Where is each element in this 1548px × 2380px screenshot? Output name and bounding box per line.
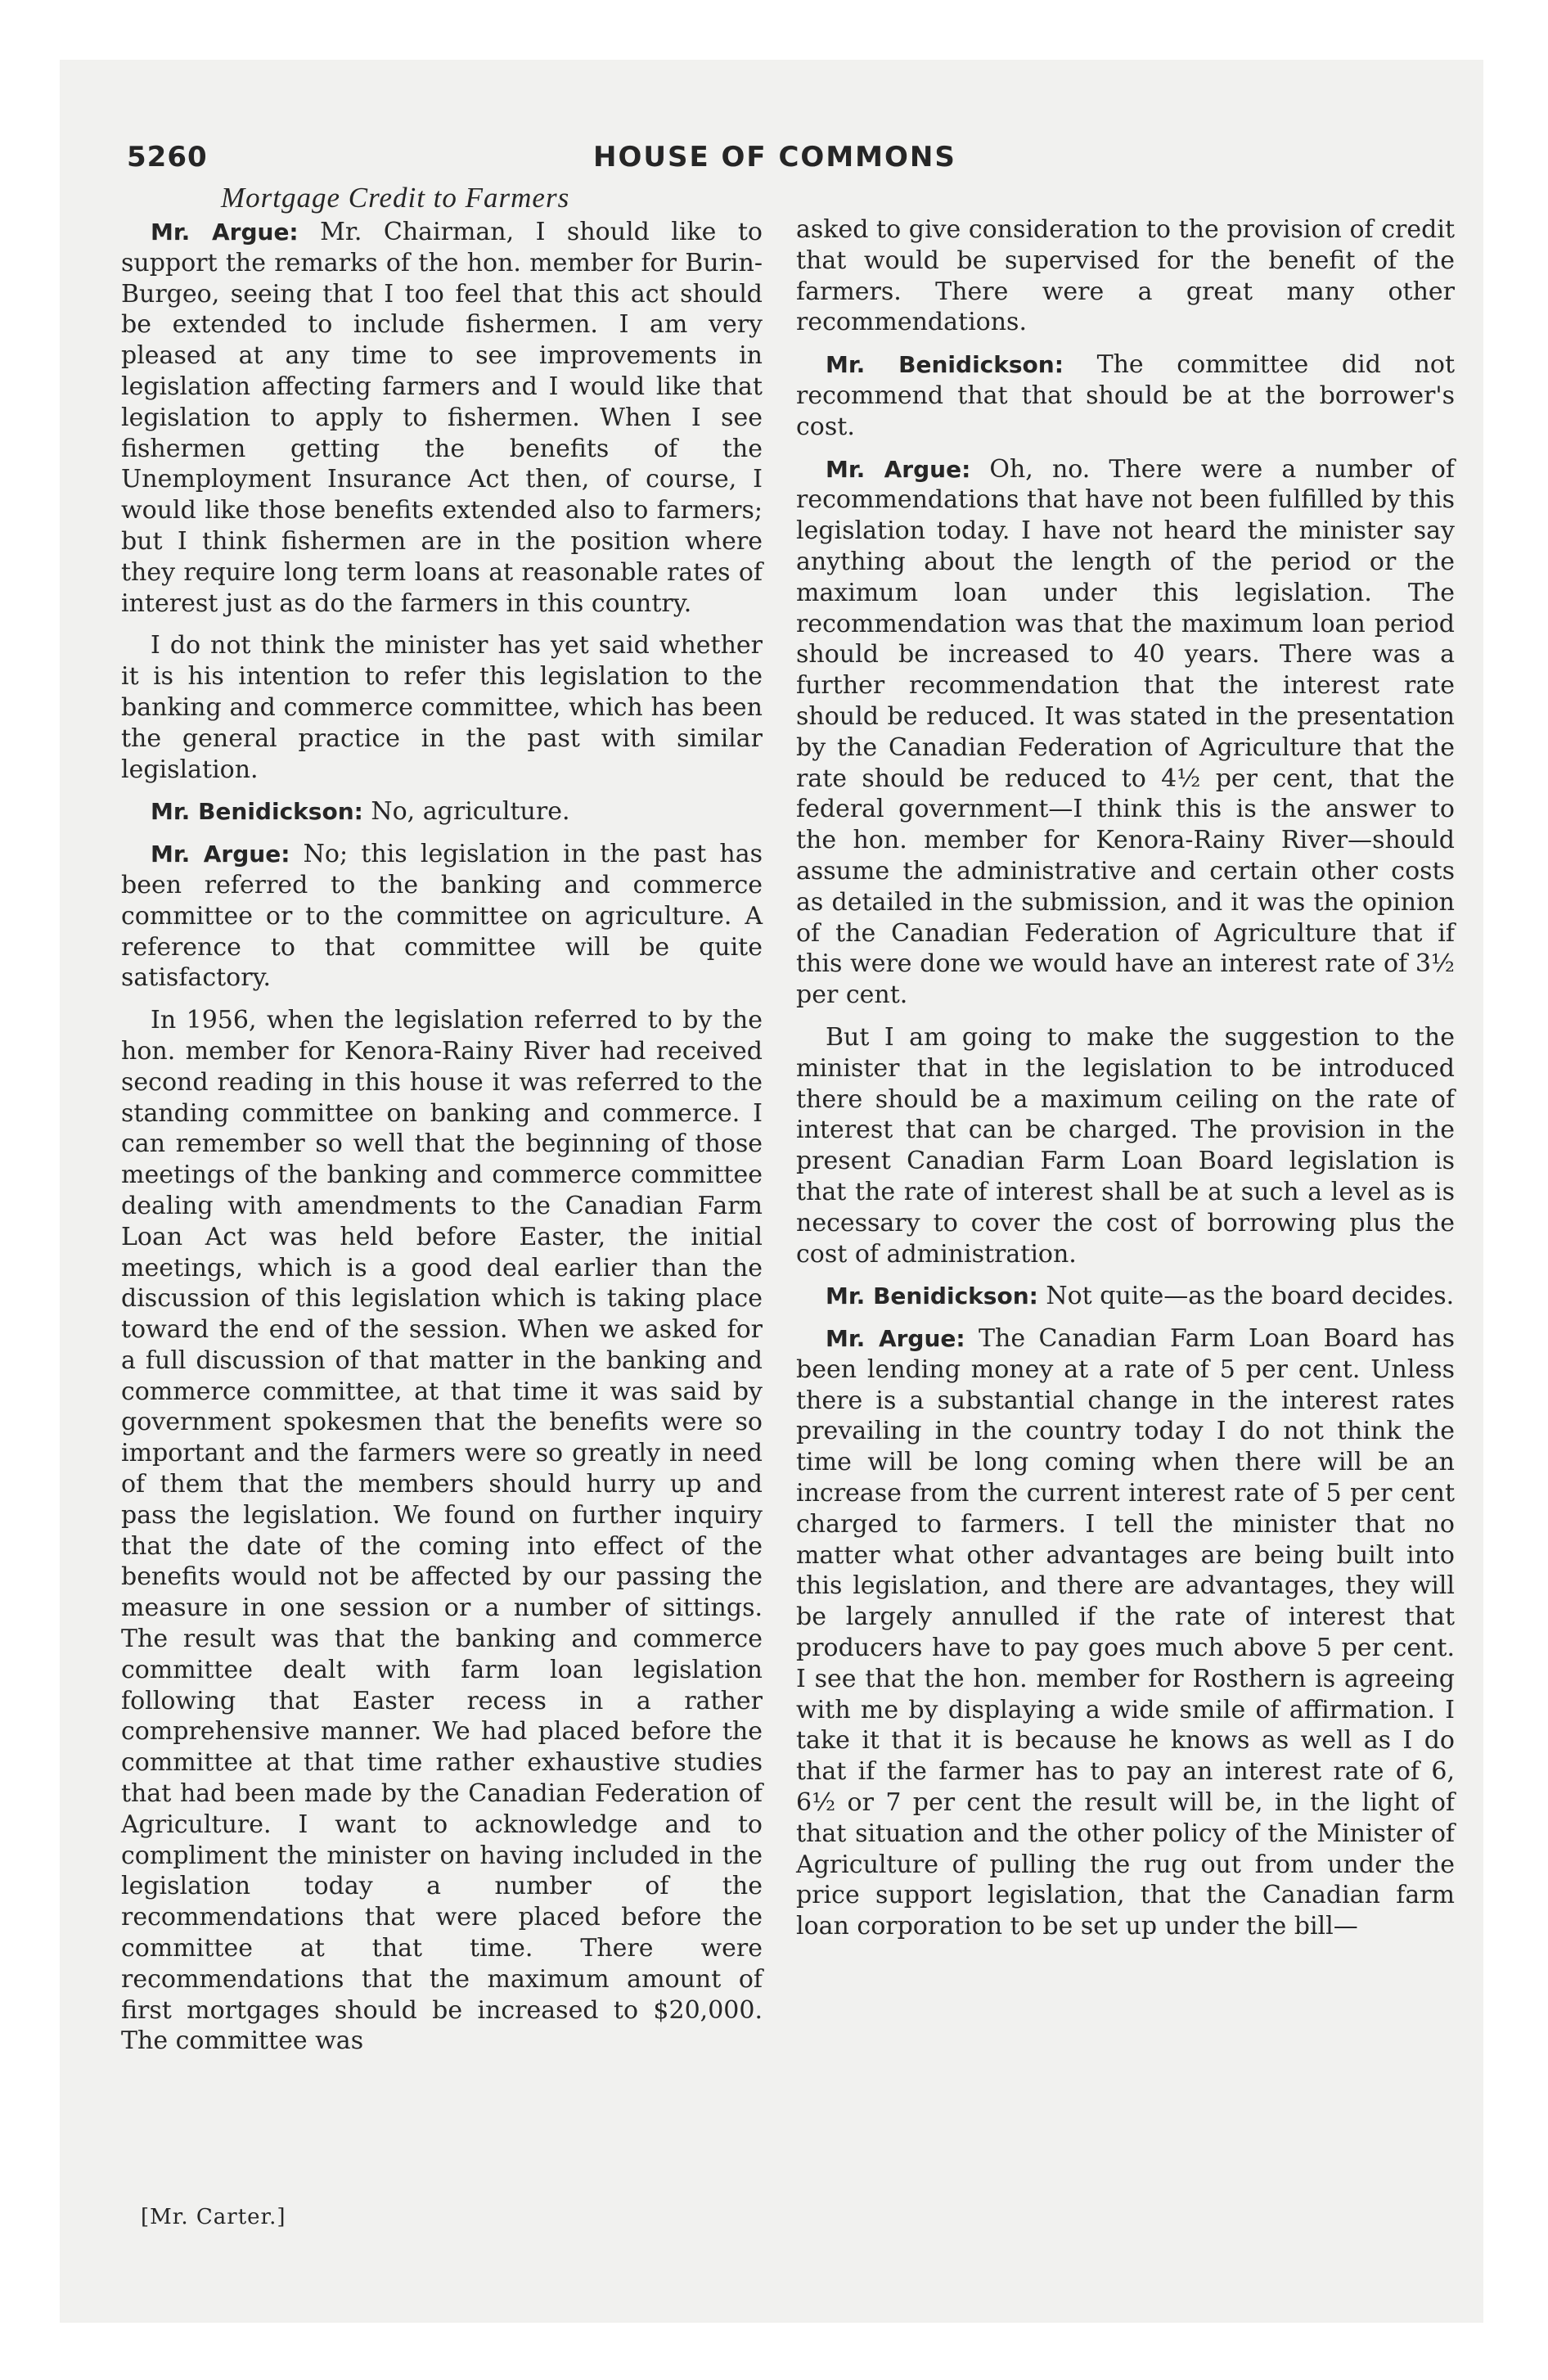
paragraph bbox=[796, 454, 1455, 1011]
paragraph bbox=[121, 630, 763, 785]
paragraph-text: The Canadian Farm Loan Board has been lending money at a rate of 5 per cent. Unless there is a substantial change in the interest rates prevailing in the country today I do not think the time will be long coming when there will be an increase from the current interest rate of 5 per cent charged to farmers. I tell the minister that no matter what other advantages are being built into this legislation, and there are advantages, they will be largely annulled if the rate of interest that producers have to pay goes much above 5 per cent. I see that the hon. member for Rosthern is agreeing with me by displaying a wide smile of affirmation. I take it that it is because he knows as well as I do that if the farmer has to pay an interest rate of 6, 6½ or 7 per cent the result will be, in the light of that situation and the other policy of the Minister of Agriculture of pulling the rug out from under the price support legislation, that the Canadian farm loan corporation to be set up under the bill— bbox=[796, 1324, 1455, 1941]
paragraph bbox=[796, 1281, 1455, 1312]
page-number: 5260 bbox=[127, 141, 208, 174]
paragraph-text: In 1956, when the legislation referred to by the hon. member for Kenora-Rainy River had received second reading in this house it was referred to the standing committee on banking and commerce. I can remember so well that the beginning of those meetings of the banking and commerce committee dealing with amendments to the Canadian Farm Loan Act was held before Easter, the initial meetings, which is a good deal earlier than the discussion of this legislation which is taking place toward the end of the session. When we asked for a full discussion of that matter in the banking and commerce committee, at that time it was said by government spokesmen that the benefits were so important and the farmers were so greatly in need of them that the members should hurry up and pass the legislation. We found on further inquiry that the date of the coming into effect of the benefits would not be affected by our passing the measure in one session or a number of sittings. The result was that the banking and commerce committee dealt with farm loan legislation following that Easter recess in a rather comprehensive manner. We had placed before the committee at that time rather exhaustive studies that had been made by the Canadian Federation of Agriculture. I want to acknowledge and to compliment the minister on having included in the legislation today a number of the recommendations that were placed before the committee at that time. There were recommendations that the maximum amount of first mortgages should be increased to $20,000. The committee was bbox=[121, 1006, 763, 2056]
paragraph-text: The committee did not recommend that that should be at the borrower's cost. bbox=[796, 350, 1455, 441]
speaker-name: Mr. Argue: bbox=[826, 1325, 965, 1353]
speaker-name: Mr. Argue: bbox=[151, 841, 290, 868]
paragraph-continuation bbox=[796, 214, 1455, 338]
paragraph-text: Not quite—as the board decides. bbox=[1046, 1282, 1455, 1311]
journal-title: HOUSE OF COMMONS bbox=[593, 141, 956, 174]
left-column bbox=[121, 217, 763, 2068]
section-title: Mortgage Credit to Farmers bbox=[221, 182, 570, 214]
paragraph bbox=[121, 839, 763, 994]
footer-speaker-note: [Mr. Carter.] bbox=[141, 2205, 286, 2229]
right-column bbox=[796, 214, 1455, 1954]
speaker-name: Mr. Benidickson: bbox=[151, 798, 363, 826]
paragraph-text: No, agriculture. bbox=[371, 797, 570, 827]
page-header bbox=[127, 141, 1460, 182]
paragraph-text: But I am going to make the suggestion to the minister that in the legislation to be introduced there should be a maximum ceiling on the rate of interest that can be charged. The provision in the present Canadian Farm Loan Board legislation is that the rate of interest shall be at such a level as is necessary to cover the cost of borrowing plus the cost of administration. bbox=[796, 1022, 1455, 1269]
paragraph-text: asked to give consideration to the provision of credit that would be supervised for the benefit of the farmers. There were a great many other recommendations. bbox=[796, 215, 1455, 337]
paragraph bbox=[121, 217, 763, 619]
paragraph bbox=[121, 1005, 763, 2057]
paragraph bbox=[121, 796, 763, 827]
paragraph bbox=[796, 349, 1455, 442]
speaker-name: Mr. Argue: bbox=[151, 219, 299, 246]
paragraph-text: I do not think the minister has yet said whether it is his intention to refer this legislation to the banking and commerce committee, which has been the general practice in the past with similar legislation. bbox=[121, 631, 763, 784]
paragraph-text: Oh, no. There were a number of recommendations that have not been fulfilled by this legislation today. I have not heard the minister say anything about the length of the period or the maximum loan under this legislation. The recommendation was that the maximum loan period should be increased to 40 years. There was a further recommendation that the interest rate should be reduced. It was stated in the presentation by the Canadian Federation of Agriculture that the rate should be reduced to 4½ per cent, that the federal government—I think this is the answer to the hon. member for Kenora-Rainy River—should assume the administrative and certain other costs as detailed in the submission, and it was the opinion of the Canadian Federation of Agriculture that if this were done we would have an interest rate of 3½ per cent. bbox=[796, 454, 1455, 1010]
paragraph bbox=[796, 1022, 1455, 1269]
paragraph-text: No; this legislation in the past has been referred to the banking and commerce committee or to the committee on agriculture. A reference to that committee will be quite satisfactory. bbox=[121, 840, 763, 993]
speaker-name: Mr. Argue: bbox=[826, 455, 971, 483]
speaker-name: Mr. Benidickson: bbox=[826, 1282, 1038, 1310]
paragraph-text: Mr. Chairman, I should like to support the remarks of the hon. member for Burin-Burgeo, seeing that I too feel that this act should be extended to include fishermen. I am very pleased at any time to see improvements in legislation affecting farmers and I would like that legislation to apply to fishermen. When I see fishermen getting the benefits of the Unemployment Insurance Act then, of course, I would like those benefits extended also to farmers; but I think fishermen are in the position where they require long term loans at reasonable rates of interest just as do the farmers in this country. bbox=[121, 218, 763, 618]
speaker-name: Mr. Benidickson: bbox=[826, 351, 1064, 379]
paragraph bbox=[796, 1323, 1455, 1942]
